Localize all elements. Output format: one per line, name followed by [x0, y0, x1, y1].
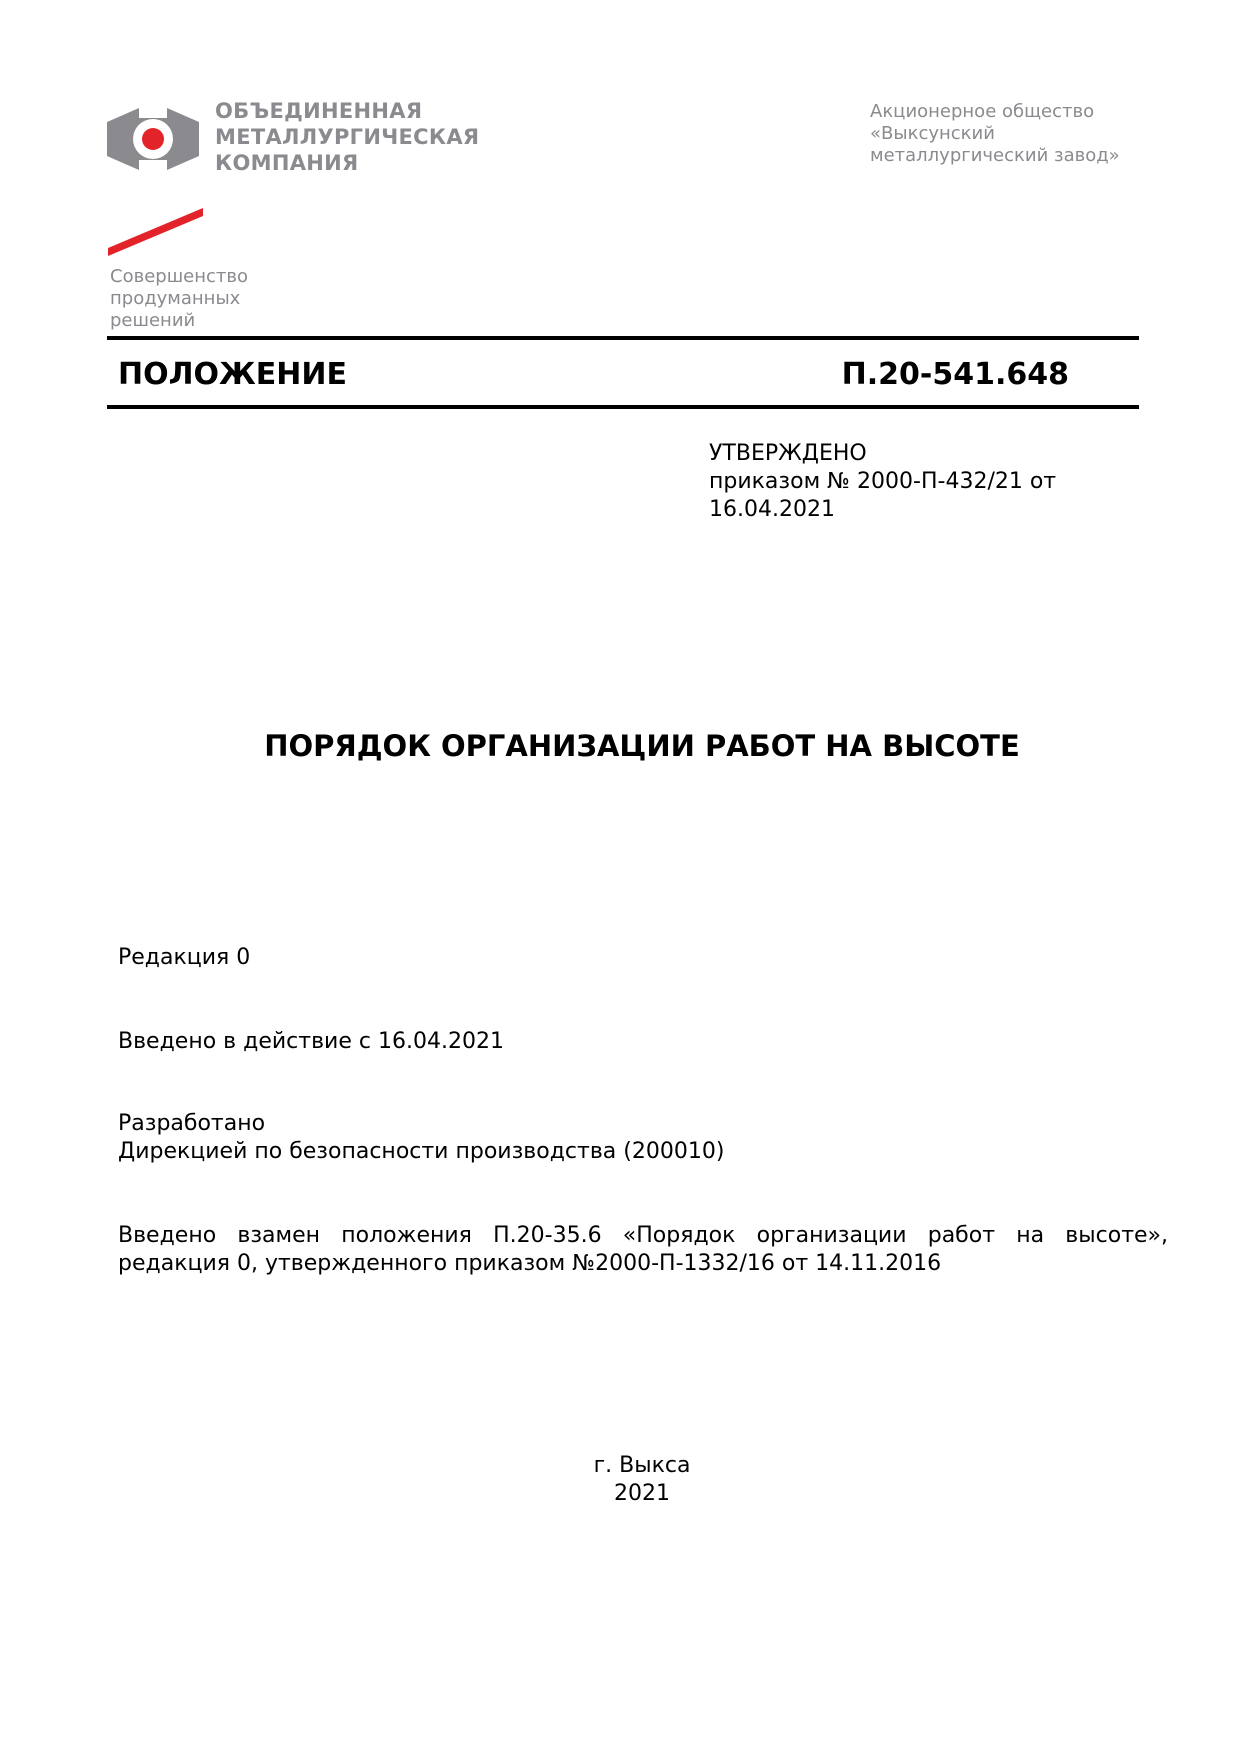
- slogan-line-2: продуманных: [110, 288, 241, 309]
- slogan-line-1: Совершенство: [110, 266, 249, 287]
- approval-line-1: УТВЕРЖДЕНО: [709, 441, 867, 466]
- document-title: ПОРЯДОК ОРГАНИЗАЦИИ РАБОТ НА ВЫСОТЕ: [264, 729, 1020, 763]
- developed-line-2: Дирекцией по безопасности производства (200010): [118, 1139, 725, 1164]
- logo-line-1: ОБЪЕДИНЕННАЯ: [215, 99, 423, 123]
- company-logo-icon: [107, 108, 199, 170]
- developed-line-1: Разработано: [118, 1111, 266, 1136]
- place-and-year: [0, 1452, 1241, 1508]
- slogan: [110, 266, 248, 332]
- approval-line-3: 16.04.2021: [709, 497, 835, 522]
- city: г. Выкса: [593, 1453, 691, 1478]
- logo-line-3: КОМПАНИЯ: [215, 151, 359, 175]
- approval-block: [709, 440, 1056, 524]
- replaced-document: Введено взамен положения П.20-35.6 «Порядок организации работ на высоте», редакция 0, утвержденного приказом №2000-П-1332/16 от 14.11.2016: [118, 1223, 1168, 1276]
- slogan-line-3: решений: [110, 310, 196, 331]
- company-line-3: металлургический завод»: [870, 145, 1120, 166]
- effective-date: Введено в действие с 16.04.2021: [118, 1029, 504, 1054]
- company-name: [870, 101, 1120, 167]
- logo-line-2: МЕТАЛЛУРГИЧЕСКАЯ: [215, 125, 480, 149]
- company-line-2: «Выксунский: [870, 123, 995, 144]
- developed-by: [118, 1110, 724, 1166]
- document-type: ПОЛОЖЕНИЕ: [118, 357, 347, 392]
- header-divider-bottom: [107, 405, 1139, 409]
- year: 2021: [614, 1481, 670, 1506]
- edition: Редакция 0: [118, 945, 251, 970]
- approval-line-2: приказом № 2000-П-432/21 от: [709, 469, 1057, 494]
- slogan-slash-icon: [108, 208, 203, 256]
- company-line-1: Акционерное общество: [870, 101, 1095, 122]
- header-divider-top: [107, 336, 1139, 340]
- document-number: П.20-541.648: [841, 357, 1069, 392]
- company-logo-text: [215, 98, 479, 176]
